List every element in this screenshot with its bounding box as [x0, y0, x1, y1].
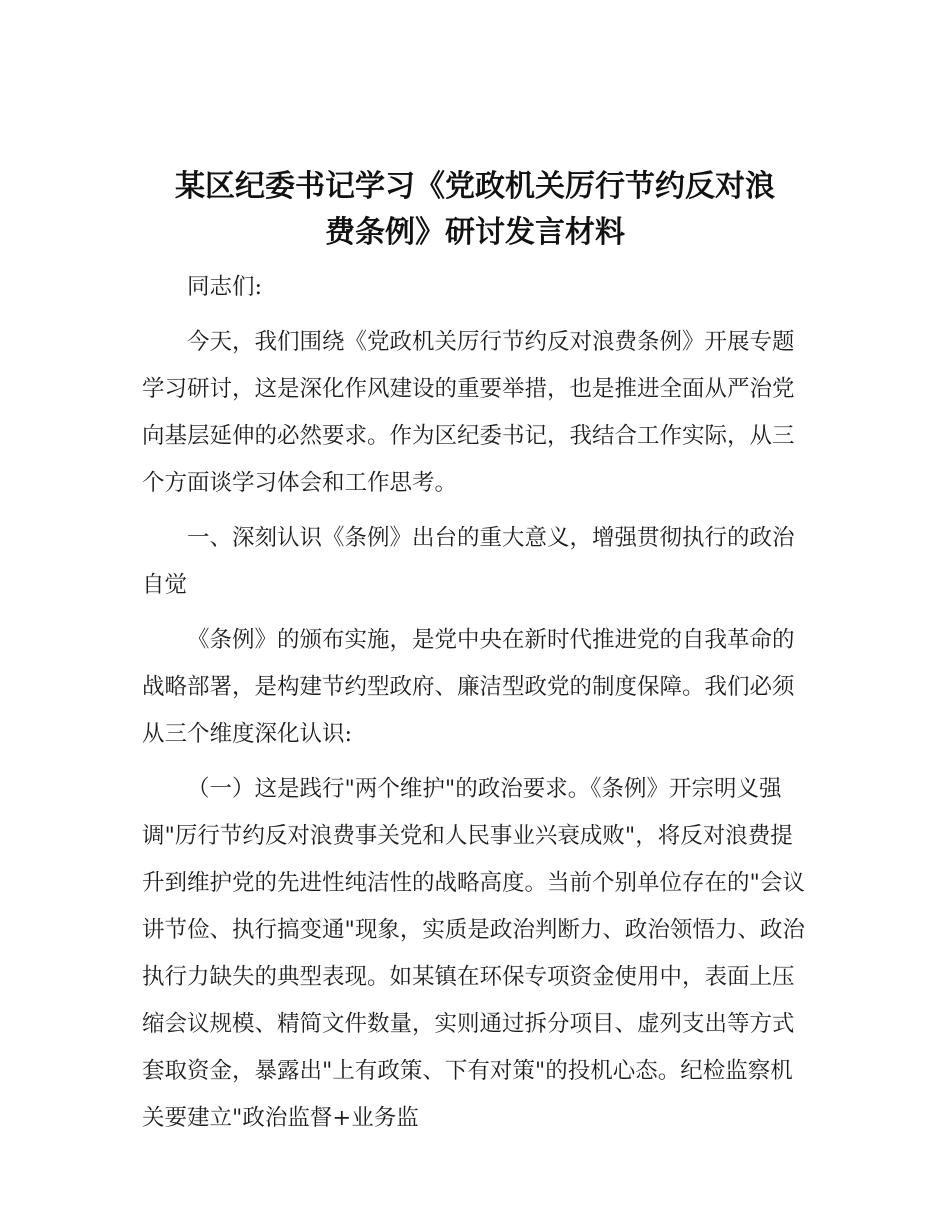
salutation: 同志们:: [187, 274, 263, 300]
section-heading-1: 一、深刻认识《条例》出台的重大意义，增强贯彻执行的政治自觉: [142, 525, 795, 598]
document-body: [142, 264, 810, 1150]
title-line-1: 某区纪委书记学习《党政机关厉行节约反对浪: [175, 169, 775, 204]
paragraph-significance: 《条例》的颁布实施，是党中央在新时代推进党的自我革命的战略部署，是构建节约型政府、廉洁型政党的制度保障。我们必须从三个维度深化认识:: [142, 627, 795, 747]
document-title: [100, 164, 850, 256]
title-line-2: 费条例》研讨发言材料: [325, 215, 625, 250]
paragraph-point-1: （一）这是践行"两个维护"的政治要求。《条例》开宗明义强调"厉行节约反对浪费事关党和人民事业兴衰成败"，将反对浪费提升到维护党的先进性纯洁性的战略高度。当前个别单位存在的"会议讲节俭、执行搞变通"现象，实质是政治判断力、政治领悟力、政治执行力缺失的典型表现。如某镇在环保专项资金使用中，表面上压缩会议规模、精简文件数量，实则通过拆分项目、虚列支出等方式套取资金，暴露出"上有政策、下有对策"的投机心态。纪检监察机关要建立"政治监督+业务监: [142, 776, 805, 1131]
paragraph-intro: 今天，我们围绕《党政机关厉行节约反对浪费条例》开展专题学习研讨，这是深化作风建设的重要举措，也是推进全面从严治党向基层延伸的必然要求。作为区纪委书记，我结合工作实际，从三个方面谈学习体会和工作思考。: [142, 329, 795, 496]
